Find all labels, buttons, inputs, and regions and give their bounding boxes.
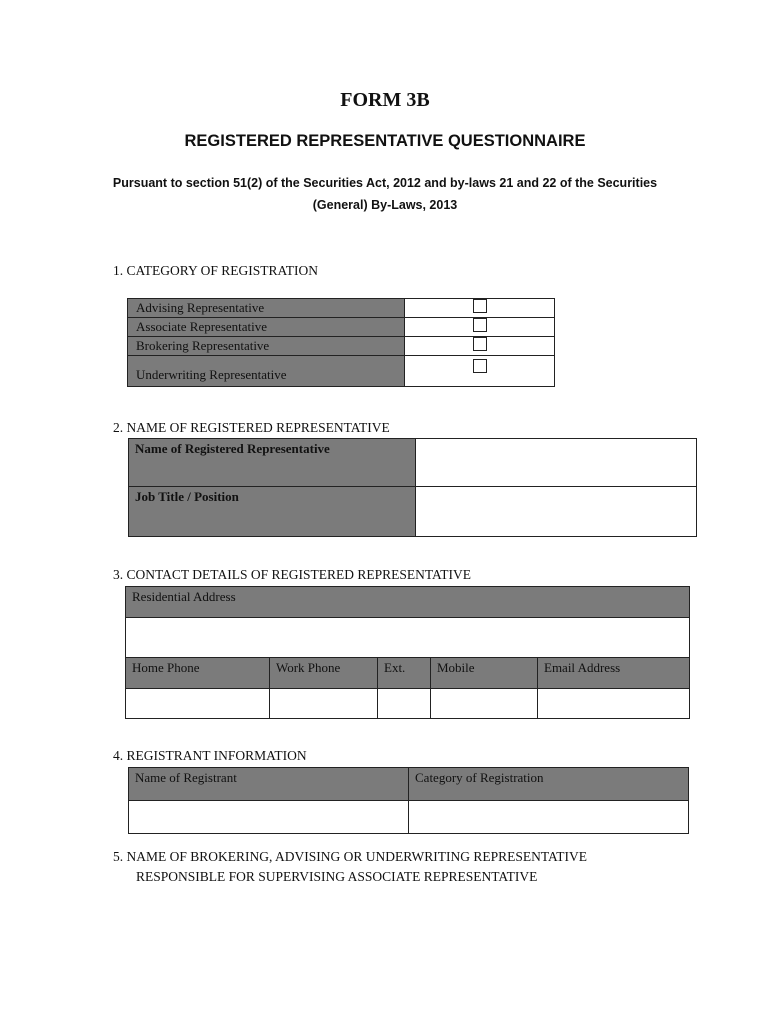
table-row [126, 689, 690, 719]
email-field[interactable] [538, 689, 690, 719]
ext-label: Ext. [378, 658, 431, 689]
table-row [129, 768, 689, 801]
category-cell [405, 318, 555, 337]
category-cell [405, 299, 555, 318]
checkbox-advising[interactable] [473, 299, 487, 313]
contact-table [125, 586, 690, 719]
category-label: Advising Representative [128, 299, 405, 318]
mobile-label: Mobile [431, 658, 538, 689]
work-phone-field[interactable] [270, 689, 378, 719]
category-row [128, 318, 555, 337]
registrant-category-field[interactable] [409, 801, 689, 834]
section-2-heading: 2. NAME OF REGISTERED REPRESENTATIVE [113, 420, 390, 435]
home-phone-field[interactable] [126, 689, 270, 719]
pursuant-line-1: Pursuant to section 51(2) of the Securities Act, 2012 and by-laws 21 and 22 of the Securities [112, 176, 658, 190]
registrant-name-label: Name of Registrant [129, 768, 409, 801]
category-label: Associate Representative [128, 318, 405, 337]
residential-address-label: Residential Address [126, 587, 690, 618]
representative-table [128, 438, 697, 537]
registrant-category-label: Category of Registration [409, 768, 689, 801]
pursuant-line-2: (General) By-Laws, 2013 [312, 198, 458, 212]
job-title-field[interactable] [416, 487, 697, 537]
category-table [127, 298, 555, 387]
category-cell [405, 356, 555, 387]
category-row [128, 337, 555, 356]
table-row [126, 618, 690, 658]
form-title: REGISTERED REPRESENTATIVE QUESTIONNAIRE [184, 132, 586, 150]
table-row [129, 487, 697, 537]
section-3-heading: 3. CONTACT DETAILS OF REGISTERED REPRESENTATIVE [113, 567, 472, 582]
registrant-table [128, 767, 689, 834]
registrant-name-field[interactable] [129, 801, 409, 834]
category-row [128, 356, 555, 387]
form-number: FORM 3B [340, 89, 430, 111]
section-1-heading: 1. CATEGORY OF REGISTRATION [113, 263, 319, 278]
checkbox-underwriting[interactable] [473, 359, 487, 373]
table-row [126, 587, 690, 618]
table-row [126, 658, 690, 689]
table-row [129, 439, 697, 487]
rep-name-field[interactable] [416, 439, 697, 487]
checkbox-associate[interactable] [473, 318, 487, 332]
email-label: Email Address [538, 658, 690, 689]
rep-name-label: Name of Registered Representative [129, 439, 416, 487]
ext-field[interactable] [378, 689, 431, 719]
mobile-field[interactable] [431, 689, 538, 719]
pursuant-text [80, 172, 690, 216]
section-5-heading [113, 847, 587, 887]
category-label: Brokering Representative [128, 337, 405, 356]
home-phone-label: Home Phone [126, 658, 270, 689]
category-cell [405, 337, 555, 356]
work-phone-label: Work Phone [270, 658, 378, 689]
residential-address-field[interactable] [126, 618, 690, 658]
section-5-heading-line-2: RESPONSIBLE FOR SUPERVISING ASSOCIATE REPRESENTATIVE [136, 869, 538, 884]
section-4-heading: 4. REGISTRANT INFORMATION [113, 748, 307, 763]
checkbox-brokering[interactable] [473, 337, 487, 351]
category-row [128, 299, 555, 318]
category-label: Underwriting Representative [128, 356, 405, 387]
table-row [129, 801, 689, 834]
job-title-label: Job Title / Position [129, 487, 416, 537]
section-5-heading-line-1: 5. NAME OF BROKERING, ADVISING OR UNDERWRITING REPRESENTATIVE [113, 849, 588, 864]
